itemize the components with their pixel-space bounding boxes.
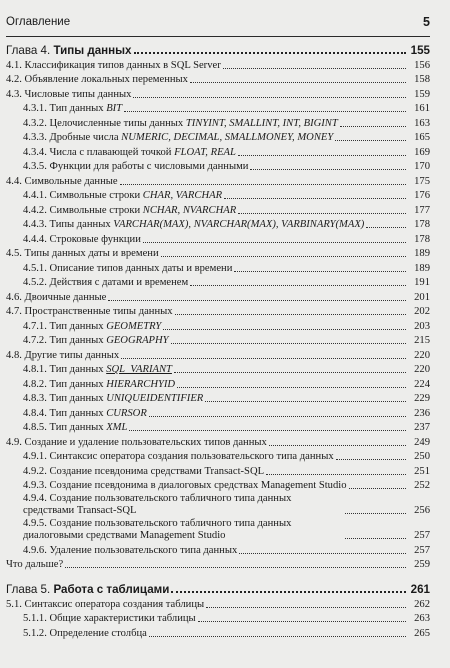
toc-entry-text: 5.1.2. Определение столбца <box>23 627 147 639</box>
leader-dots <box>223 68 406 69</box>
toc-entry <box>6 478 430 493</box>
toc-page-number: 251 <box>414 465 430 477</box>
leader-dots <box>121 358 406 359</box>
toc-entry <box>6 625 430 640</box>
leader-dots <box>177 387 406 388</box>
toc-entry <box>6 202 430 217</box>
toc-page-number: 229 <box>414 393 430 404</box>
toc-page-number: 156 <box>414 59 430 71</box>
chapter-prefix: Глава 5. <box>6 583 54 596</box>
toc-page-number: 177 <box>414 204 430 216</box>
toc-entry <box>6 173 430 188</box>
toc-entry-text: 4.2. Объявление локальных переменных <box>6 74 188 85</box>
chapter-prefix: Глава 4. <box>6 44 54 57</box>
toc-entry-text: 4.9.2. Создание псевдонима средствами Transact-SQL <box>23 465 265 477</box>
toc-entry <box>6 596 430 611</box>
toc-chapter-5 <box>6 581 430 596</box>
toc-entry-text: 4.4.2. Символьные строки <box>23 204 143 216</box>
toc-entry-text: 4.7. Пространственные типы данных <box>6 306 173 317</box>
leader-dots <box>366 227 406 228</box>
toc-entry <box>6 289 430 304</box>
toc-page-number: 237 <box>414 422 430 433</box>
toc-entry-text: 4.6. Двоичные данные <box>6 291 107 303</box>
toc-page-number: 191 <box>414 277 430 288</box>
toc-entry <box>6 57 430 72</box>
leader-dots <box>198 621 406 622</box>
leader-dots <box>190 285 406 286</box>
toc-entry-text: Что дальше? <box>6 559 64 570</box>
running-head-title: Оглавление <box>6 16 71 28</box>
leader-dots <box>65 567 406 568</box>
toc-page-number: 178 <box>414 233 430 245</box>
leader-dots <box>149 636 406 637</box>
toc-entry-text: 4.8. Другие типы данных <box>6 349 120 361</box>
leader-dots <box>134 52 407 54</box>
leader-dots <box>149 416 406 417</box>
leader-dots <box>206 607 406 608</box>
leader-dots <box>163 329 406 330</box>
toc-entry-text: 4.7.2. Тип данных <box>23 335 107 346</box>
toc-page-number: 215 <box>414 335 430 346</box>
leader-dots <box>175 314 406 315</box>
toc-page-number: 176 <box>414 190 430 201</box>
toc-page-number: 203 <box>414 320 430 332</box>
toc-page-number: 263 <box>414 613 430 624</box>
toc-page-number: 163 <box>414 117 430 129</box>
toc-entry <box>6 333 430 348</box>
leader-dots <box>133 97 406 98</box>
toc-entry-text: 4.8.5. Тип данных <box>23 422 107 433</box>
leader-dots <box>335 140 406 141</box>
toc-entry-text: 4.9.1. Синтаксис оператора создания пользовательского типа данных <box>23 451 334 462</box>
toc-entry-text: 4.9.6. Удаление пользовательского типа данных <box>23 544 238 556</box>
toc-entry-text: 5.1. Синтаксис оператора создания таблицы <box>6 598 205 610</box>
spacer <box>6 571 430 581</box>
leader-dots <box>161 256 406 257</box>
toc-entry <box>6 275 430 290</box>
toc-entry-text: 4.9.5. Создание пользовательского табличного типа данных диалоговыми средствами Management Studio <box>23 518 292 541</box>
toc-page-number: 224 <box>414 378 430 390</box>
toc-entry <box>6 492 430 517</box>
toc-entry <box>6 188 430 203</box>
leader-dots <box>171 343 406 344</box>
toc-entry <box>6 304 430 319</box>
toc-page-number: 249 <box>414 436 430 448</box>
toc-entry-type: TINYINT, SMALLINT, INT, BIGINT <box>185 117 338 129</box>
toc-entry-text: 4.9.3. Создание псевдонима в диалоговых средствах Management Studio <box>23 480 347 491</box>
toc-page-number: 220 <box>414 349 430 361</box>
toc-entry-text: 4.8.2. Тип данных <box>23 378 107 390</box>
toc-page-number: 158 <box>414 74 430 85</box>
toc-entry <box>6 347 430 362</box>
toc-entry <box>6 72 430 87</box>
toc-entry-type: CURSOR <box>106 407 147 419</box>
toc-entry <box>6 557 430 572</box>
leader-dots <box>108 300 406 301</box>
toc-entry-type: GEOGRAPHY <box>106 335 169 346</box>
toc-entry-text: 4.5. Типы данных даты и времени <box>6 248 159 259</box>
toc-page-number: 155 <box>410 44 430 57</box>
table-of-contents <box>6 42 430 640</box>
toc-entry <box>6 391 430 406</box>
toc-entry-text: 4.4.4. Строковые функции <box>23 233 141 245</box>
toc-page-number: 250 <box>414 451 430 462</box>
toc-entry-type: UNIQUEIDENTIFIER <box>106 393 204 404</box>
toc-entry <box>6 420 430 435</box>
toc-page-number: 265 <box>414 627 430 639</box>
toc-entry-type: FLOAT, REAL <box>174 146 236 158</box>
toc-page-number: 178 <box>414 219 430 230</box>
toc-entry-text: 4.3. Числовые типы данных <box>6 88 132 100</box>
toc-page-number: 261 <box>410 583 430 596</box>
toc-entry-type: GEOMETRY <box>106 320 162 332</box>
leader-dots <box>250 169 406 170</box>
toc-entry-type: VARCHAR(MAX), NVARCHAR(MAX), VARBINARY(MAX) <box>113 219 365 230</box>
toc-entry-type: NCHAR, NVARCHAR <box>142 204 237 216</box>
toc-page-number: 189 <box>414 262 430 274</box>
toc-entry-type: NUMERIC, DECIMAL, SMALLMONEY, MONEY <box>121 132 334 143</box>
toc-entry-text: 4.1. Классификация типов данных в SQL Server <box>6 59 221 71</box>
toc-entry <box>6 159 430 174</box>
toc-entry-text: 4.5.2. Действия с датами и временем <box>23 277 189 288</box>
toc-page-number: 175 <box>414 175 430 187</box>
leader-dots <box>349 488 406 489</box>
toc-entry <box>6 260 430 275</box>
leader-dots <box>234 271 406 272</box>
toc-entry-type: CHAR, VARCHAR <box>142 190 223 201</box>
toc-page-number: 189 <box>414 248 430 259</box>
toc-entry <box>6 144 430 159</box>
toc-entry <box>6 86 430 101</box>
toc-page-number: 170 <box>414 161 430 172</box>
leader-dots <box>190 82 406 83</box>
leader-dots <box>340 126 406 127</box>
toc-entry-text: 4.9.4. Создание пользовательского табличного типа данных средствами Transact-SQL <box>23 493 292 516</box>
toc-entry-text: 4.7.1. Тип данных <box>23 320 107 332</box>
toc-entry-text: 4.3.1. Тип данных <box>23 103 107 114</box>
toc-entry <box>6 463 430 478</box>
leader-dots <box>143 242 406 243</box>
leader-dots <box>345 513 406 514</box>
toc-entry <box>6 542 430 557</box>
toc-entry-text: 4.3.4. Числа с плавающей точкой <box>23 146 175 158</box>
toc-entry-type: BIT <box>106 103 123 114</box>
toc-page-number: 159 <box>414 88 430 100</box>
toc-entry <box>6 318 430 333</box>
toc-entry <box>6 434 430 449</box>
toc-page-number: 252 <box>414 480 430 491</box>
leader-dots <box>238 213 406 214</box>
leader-dots <box>171 591 406 593</box>
leader-dots <box>224 198 406 199</box>
leader-dots <box>266 474 406 475</box>
toc-entry-text: 4.3.2. Целочисленные типы данных <box>23 117 186 129</box>
toc-entry-text: 4.5.1. Описание типов данных даты и времени <box>23 262 233 274</box>
toc-entry-text: 4.3.5. Функции для работы с числовыми данными <box>23 161 249 172</box>
toc-entry-text: 4.8.1. Тип данных <box>23 364 107 375</box>
leader-dots <box>174 372 406 373</box>
toc-page-number: 259 <box>414 559 430 570</box>
running-head <box>6 14 430 37</box>
toc-entry <box>6 362 430 377</box>
toc-page-number: 165 <box>414 132 430 143</box>
toc-entry-text: 4.9. Создание и удаление пользовательских типов данных <box>6 436 267 448</box>
leader-dots <box>120 184 406 185</box>
toc-page-number: 257 <box>414 544 430 556</box>
page-number: 5 <box>423 15 430 29</box>
toc-page-number: 220 <box>414 364 430 375</box>
toc-page-number: 257 <box>414 530 430 541</box>
toc-page-number: 236 <box>414 407 430 419</box>
leader-dots <box>239 553 406 554</box>
toc-page-number: 256 <box>414 505 430 516</box>
toc-entry <box>6 101 430 116</box>
leader-dots <box>129 430 406 431</box>
toc-entry-text: 4.4. Символьные данные <box>6 175 118 187</box>
chapter-title: Типы данных <box>53 44 132 57</box>
toc-entry <box>6 217 430 232</box>
toc-entry-text: 4.4.1. Символьные строки <box>23 190 143 201</box>
toc-entry-type: HIERARCHYID <box>106 378 176 390</box>
leader-dots <box>336 459 406 460</box>
leader-dots <box>345 538 406 539</box>
toc-page-number: 201 <box>414 291 430 303</box>
toc-entry-text: 5.1.1. Общие характеристики таблицы <box>23 613 196 624</box>
toc-entry <box>6 449 430 464</box>
leader-dots <box>124 111 406 112</box>
leader-dots <box>238 155 406 156</box>
toc-page-number: 202 <box>414 306 430 317</box>
toc-entry <box>6 611 430 626</box>
toc-entry <box>6 246 430 261</box>
chapter-title: Работа с таблицами <box>53 583 170 596</box>
toc-page-number: 169 <box>414 146 430 158</box>
toc-entry-text: 4.4.3. Типы данных <box>23 219 114 230</box>
toc-entry-text: 4.8.4. Тип данных <box>23 407 107 419</box>
toc-entry <box>6 231 430 246</box>
toc-entry-type: SQL_VARIANT <box>106 364 172 375</box>
toc-entry-type: XML <box>106 422 128 433</box>
toc-entry-text: 4.3.3. Дробные числа <box>23 132 122 143</box>
toc-entry-text: 4.8.3. Тип данных <box>23 393 107 404</box>
toc-entry <box>6 115 430 130</box>
leader-dots <box>269 445 406 446</box>
leader-dots <box>205 401 406 402</box>
toc-entry <box>6 130 430 145</box>
toc-page-number: 161 <box>414 103 430 114</box>
toc-entry <box>6 517 430 542</box>
toc-entry <box>6 376 430 391</box>
toc-chapter-4 <box>6 42 430 57</box>
toc-page-number: 262 <box>414 598 430 610</box>
toc-entry <box>6 405 430 420</box>
